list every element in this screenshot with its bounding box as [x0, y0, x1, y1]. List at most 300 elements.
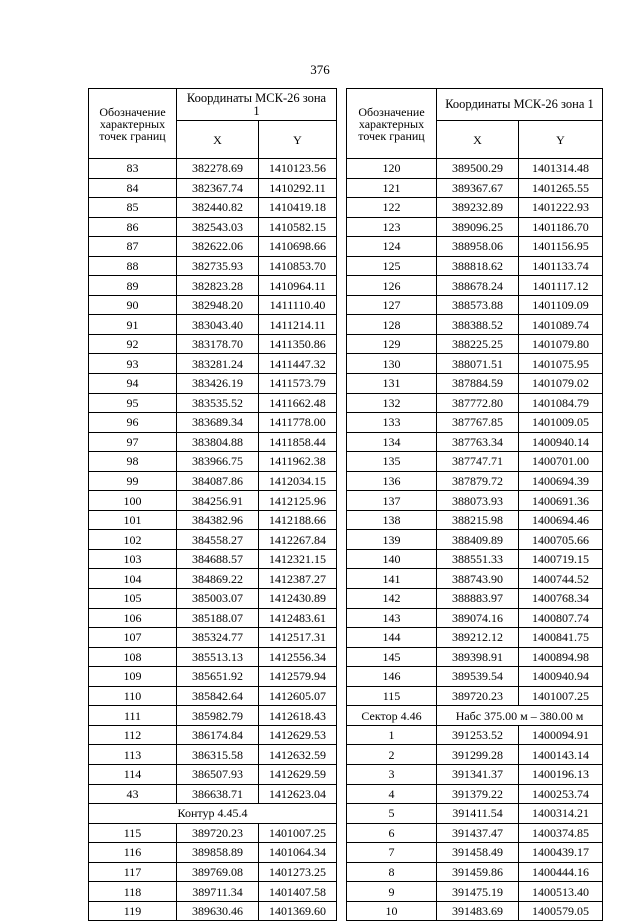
coordinate-system-header: Координаты МСК-26 зона 1 [177, 89, 337, 121]
table-row [347, 843, 603, 863]
x-coordinate-cell: 383043.40 [177, 315, 259, 335]
point-number-cell: 142 [347, 589, 437, 609]
y-coordinate-cell: 1412483.61 [259, 608, 337, 628]
x-coordinate-cell: 388958.06 [437, 237, 519, 257]
y-coordinate-cell: 1400513.40 [519, 882, 603, 902]
point-number-cell: 117 [89, 862, 177, 882]
y-coordinate-cell: 1411214.11 [259, 315, 337, 335]
y-coordinate-cell: 1411350.86 [259, 334, 337, 354]
x-coordinate-cell: 391459.86 [437, 862, 519, 882]
y-coordinate-cell: 1412623.04 [259, 784, 337, 804]
point-number-cell: 135 [347, 452, 437, 472]
x-coordinate-cell: 389367.67 [437, 178, 519, 198]
sector-row [347, 706, 603, 726]
point-number-cell: 144 [347, 628, 437, 648]
table-row [347, 569, 603, 589]
point-number-cell: 98 [89, 452, 177, 472]
point-number-cell: 83 [89, 159, 177, 179]
table-row [89, 315, 337, 335]
y-coordinate-cell: 1400691.36 [519, 491, 603, 511]
x-coordinate-cell: 389232.89 [437, 198, 519, 218]
point-number-cell: 140 [347, 549, 437, 569]
point-number-cell: 138 [347, 510, 437, 530]
point-number-cell: 132 [347, 393, 437, 413]
y-coordinate-cell: 1410964.11 [259, 276, 337, 296]
y-coordinate-cell: 1412618.43 [259, 706, 337, 726]
coordinate-system-header: Координаты МСК-26 зона 1 [437, 89, 603, 121]
y-coordinate-cell: 1412629.59 [259, 764, 337, 784]
table-row [89, 491, 337, 511]
y-coordinate-cell: 1401109.09 [519, 295, 603, 315]
x-coordinate-cell: 384558.27 [177, 530, 259, 550]
table-row [89, 159, 337, 179]
x-coordinate-cell: 383689.34 [177, 413, 259, 433]
point-number-cell: 143 [347, 608, 437, 628]
point-number-cell: 133 [347, 413, 437, 433]
y-coordinate-cell: 1412387.27 [259, 569, 337, 589]
x-coordinate-cell: 388409.89 [437, 530, 519, 550]
y-coordinate-cell: 1401089.74 [519, 315, 603, 335]
point-number-cell: 9 [347, 882, 437, 902]
x-coordinate-cell: 391379.22 [437, 784, 519, 804]
y-coordinate-cell: 1411962.38 [259, 452, 337, 472]
table-row [89, 706, 337, 726]
table-row [347, 334, 603, 354]
x-coordinate-cell: 389630.46 [177, 901, 259, 921]
y-coordinate-cell: 1400253.74 [519, 784, 603, 804]
x-coordinate-cell: 388388.52 [437, 315, 519, 335]
x-coordinate-cell: 389711.34 [177, 882, 259, 902]
x-coordinate-cell: 389500.29 [437, 159, 519, 179]
point-number-cell: 130 [347, 354, 437, 374]
point-number-cell: 131 [347, 374, 437, 394]
point-number-cell: 3 [347, 764, 437, 784]
table-row [347, 471, 603, 491]
point-number-cell: 115 [89, 823, 177, 843]
x-coordinate-cell: 384382.96 [177, 510, 259, 530]
x-coordinate-cell: 387767.85 [437, 413, 519, 433]
x-coordinate-cell: 389539.54 [437, 667, 519, 687]
table-row [89, 549, 337, 569]
point-number-cell: 8 [347, 862, 437, 882]
y-coordinate-cell: 1412556.34 [259, 647, 337, 667]
point-number-cell: 96 [89, 413, 177, 433]
table-row [347, 882, 603, 902]
table-row [347, 784, 603, 804]
y-coordinate-cell: 1411573.79 [259, 374, 337, 394]
point-number-cell: 114 [89, 764, 177, 784]
x-coordinate-cell: 385651.92 [177, 667, 259, 687]
table-row [347, 764, 603, 784]
x-coordinate-cell: 389720.23 [437, 686, 519, 706]
table-row [347, 862, 603, 882]
x-coordinate-cell: 388071.51 [437, 354, 519, 374]
table-row [347, 667, 603, 687]
y-coordinate-cell: 1400143.14 [519, 745, 603, 765]
x-coordinate-cell: 382543.03 [177, 217, 259, 237]
y-coordinate-cell: 1401369.60 [259, 901, 337, 921]
y-coordinate-cell: 1411110.40 [259, 295, 337, 315]
y-coordinate-cell: 1400744.52 [519, 569, 603, 589]
designation-header: Обозначение характерных точек границ [347, 89, 437, 159]
x-coordinate-cell: 389398.91 [437, 647, 519, 667]
table-row [89, 686, 337, 706]
point-number-cell: 105 [89, 589, 177, 609]
point-number-cell: 107 [89, 628, 177, 648]
y-coordinate-cell: 1400579.05 [519, 901, 603, 921]
coordinates-table-right [346, 88, 603, 921]
x-column-header: X [177, 121, 259, 159]
point-number-cell: 1 [347, 725, 437, 745]
y-coordinate-cell: 1411447.32 [259, 354, 337, 374]
table-row [89, 647, 337, 667]
y-coordinate-cell: 1412034.15 [259, 471, 337, 491]
point-number-cell: 86 [89, 217, 177, 237]
x-coordinate-cell: 383281.24 [177, 354, 259, 374]
table-row [347, 647, 603, 667]
y-coordinate-cell: 1412125.96 [259, 491, 337, 511]
table-row [347, 549, 603, 569]
table-row [347, 315, 603, 335]
y-coordinate-cell: 1410582.15 [259, 217, 337, 237]
x-coordinate-cell: 391483.69 [437, 901, 519, 921]
table-row [89, 237, 337, 257]
x-coordinate-cell: 387747.71 [437, 452, 519, 472]
y-coordinate-cell: 1401075.95 [519, 354, 603, 374]
y-column-header: Y [259, 121, 337, 159]
y-coordinate-cell: 1400439.17 [519, 843, 603, 863]
point-number-cell: 94 [89, 374, 177, 394]
y-coordinate-cell: 1400701.00 [519, 452, 603, 472]
y-column-header: Y [519, 121, 603, 159]
x-coordinate-cell: 386507.93 [177, 764, 259, 784]
x-coordinate-cell: 385188.07 [177, 608, 259, 628]
y-coordinate-cell: 1401314.48 [519, 159, 603, 179]
table-row [347, 628, 603, 648]
table-row [347, 530, 603, 550]
x-coordinate-cell: 385513.13 [177, 647, 259, 667]
y-coordinate-cell: 1401133.74 [519, 256, 603, 276]
x-coordinate-cell: 382735.93 [177, 256, 259, 276]
point-number-cell: 121 [347, 178, 437, 198]
y-coordinate-cell: 1401186.70 [519, 217, 603, 237]
table-row [347, 608, 603, 628]
point-number-cell: 125 [347, 256, 437, 276]
y-coordinate-cell: 1412321.15 [259, 549, 337, 569]
y-coordinate-cell: 1400196.13 [519, 764, 603, 784]
sector-label: Сектор 4.46 [347, 706, 437, 726]
y-coordinate-cell: 1400094.91 [519, 725, 603, 745]
table-row [89, 882, 337, 902]
table-row [89, 393, 337, 413]
x-coordinate-cell: 382622.06 [177, 237, 259, 257]
y-coordinate-cell: 1401273.25 [259, 862, 337, 882]
y-coordinate-cell: 1412188.66 [259, 510, 337, 530]
x-coordinate-cell: 391437.47 [437, 823, 519, 843]
y-coordinate-cell: 1412430.89 [259, 589, 337, 609]
table-row [89, 334, 337, 354]
x-coordinate-cell: 391411.54 [437, 804, 519, 824]
table-row [347, 452, 603, 472]
point-number-cell: 111 [89, 706, 177, 726]
x-coordinate-cell: 389074.16 [437, 608, 519, 628]
table-row [347, 276, 603, 296]
point-number-cell: 113 [89, 745, 177, 765]
point-number-cell: 104 [89, 569, 177, 589]
x-coordinate-cell: 387879.72 [437, 471, 519, 491]
designation-header: Обозначение характерных точек границ [89, 89, 177, 159]
table-row [347, 393, 603, 413]
contour-label: Контур 4.45.4 [89, 804, 337, 824]
point-number-cell: 116 [89, 843, 177, 863]
point-number-cell: 123 [347, 217, 437, 237]
point-number-cell: 2 [347, 745, 437, 765]
y-coordinate-cell: 1412629.53 [259, 725, 337, 745]
table-row [89, 256, 337, 276]
x-coordinate-cell: 385324.77 [177, 628, 259, 648]
y-coordinate-cell: 1411662.48 [259, 393, 337, 413]
point-number-cell: 7 [347, 843, 437, 863]
table-row [89, 530, 337, 550]
coordinates-table-left [88, 88, 337, 921]
table-row [347, 804, 603, 824]
table-row [347, 491, 603, 511]
table-row [89, 764, 337, 784]
point-number-cell: 124 [347, 237, 437, 257]
table-row [89, 295, 337, 315]
point-number-cell: 90 [89, 295, 177, 315]
x-coordinate-cell: 388551.33 [437, 549, 519, 569]
y-coordinate-cell: 1400374.85 [519, 823, 603, 843]
point-number-cell: 137 [347, 491, 437, 511]
x-coordinate-cell: 388215.98 [437, 510, 519, 530]
table-row [89, 608, 337, 628]
x-coordinate-cell: 385982.79 [177, 706, 259, 726]
y-coordinate-cell: 1401009.05 [519, 413, 603, 433]
point-number-cell: 92 [89, 334, 177, 354]
page-number: 376 [310, 62, 330, 77]
point-number-cell: 129 [347, 334, 437, 354]
table-row [89, 843, 337, 863]
y-coordinate-cell: 1400807.74 [519, 608, 603, 628]
table-row [347, 295, 603, 315]
x-coordinate-cell: 388678.24 [437, 276, 519, 296]
point-number-cell: 139 [347, 530, 437, 550]
table-row [347, 198, 603, 218]
table-row [89, 589, 337, 609]
y-coordinate-cell: 1401117.12 [519, 276, 603, 296]
y-coordinate-cell: 1411778.00 [259, 413, 337, 433]
point-number-cell: 102 [89, 530, 177, 550]
y-coordinate-cell: 1412267.84 [259, 530, 337, 550]
point-number-cell: 108 [89, 647, 177, 667]
table-row [347, 823, 603, 843]
point-number-cell: 103 [89, 549, 177, 569]
table-row [89, 452, 337, 472]
x-coordinate-cell: 389096.25 [437, 217, 519, 237]
point-number-cell: 93 [89, 354, 177, 374]
y-coordinate-cell: 1401007.25 [259, 823, 337, 843]
x-coordinate-cell: 382823.28 [177, 276, 259, 296]
sector-height-range: Набс 375.00 м – 380.00 м [437, 706, 603, 726]
x-coordinate-cell: 384869.22 [177, 569, 259, 589]
x-coordinate-cell: 388225.25 [437, 334, 519, 354]
point-number-cell: 126 [347, 276, 437, 296]
table-row [89, 862, 337, 882]
table-row [347, 686, 603, 706]
table-row [89, 276, 337, 296]
table-row [347, 354, 603, 374]
table-row [347, 237, 603, 257]
table-row [89, 374, 337, 394]
table-row [347, 256, 603, 276]
point-number-cell: 6 [347, 823, 437, 843]
point-number-cell: 10 [347, 901, 437, 921]
table-row [347, 432, 603, 452]
y-coordinate-cell: 1410123.56 [259, 159, 337, 179]
x-coordinate-cell: 383178.70 [177, 334, 259, 354]
table-row [89, 823, 337, 843]
y-coordinate-cell: 1401407.58 [259, 882, 337, 902]
table-row [347, 589, 603, 609]
x-coordinate-cell: 383535.52 [177, 393, 259, 413]
point-number-cell: 106 [89, 608, 177, 628]
point-number-cell: 110 [89, 686, 177, 706]
table-row [347, 374, 603, 394]
point-number-cell: 136 [347, 471, 437, 491]
point-number-cell: 128 [347, 315, 437, 335]
x-coordinate-cell: 389769.08 [177, 862, 259, 882]
x-coordinate-cell: 391253.52 [437, 725, 519, 745]
point-number-cell: 127 [347, 295, 437, 315]
x-coordinate-cell: 388883.97 [437, 589, 519, 609]
table-row [347, 413, 603, 433]
y-coordinate-cell: 1401222.93 [519, 198, 603, 218]
x-coordinate-cell: 382367.74 [177, 178, 259, 198]
point-number-cell: 101 [89, 510, 177, 530]
point-number-cell: 99 [89, 471, 177, 491]
table-row [89, 725, 337, 745]
point-number-cell: 4 [347, 784, 437, 804]
point-number-cell: 118 [89, 882, 177, 902]
point-number-cell: 87 [89, 237, 177, 257]
table-row [89, 217, 337, 237]
y-coordinate-cell: 1400719.15 [519, 549, 603, 569]
contour-row [89, 804, 337, 824]
y-coordinate-cell: 1400444.16 [519, 862, 603, 882]
y-coordinate-cell: 1401156.95 [519, 237, 603, 257]
y-coordinate-cell: 1410292.11 [259, 178, 337, 198]
x-coordinate-cell: 391458.49 [437, 843, 519, 863]
point-number-cell: 100 [89, 491, 177, 511]
table-row [347, 178, 603, 198]
y-coordinate-cell: 1401084.79 [519, 393, 603, 413]
x-coordinate-cell: 391341.37 [437, 764, 519, 784]
x-coordinate-cell: 387772.80 [437, 393, 519, 413]
left-table-body [89, 159, 337, 921]
table-row [89, 354, 337, 374]
y-coordinate-cell: 1410853.70 [259, 256, 337, 276]
x-coordinate-cell: 391475.19 [437, 882, 519, 902]
y-coordinate-cell: 1411858.44 [259, 432, 337, 452]
point-number-cell: 115 [347, 686, 437, 706]
y-coordinate-cell: 1412632.59 [259, 745, 337, 765]
point-number-cell: 145 [347, 647, 437, 667]
y-coordinate-cell: 1400894.98 [519, 647, 603, 667]
y-coordinate-cell: 1400694.46 [519, 510, 603, 530]
x-coordinate-cell: 386174.84 [177, 725, 259, 745]
table-row [89, 745, 337, 765]
x-coordinate-cell: 388818.62 [437, 256, 519, 276]
y-coordinate-cell: 1400694.39 [519, 471, 603, 491]
table-row [89, 569, 337, 589]
x-coordinate-cell: 386315.58 [177, 745, 259, 765]
x-coordinate-cell: 382948.20 [177, 295, 259, 315]
y-coordinate-cell: 1412579.94 [259, 667, 337, 687]
y-coordinate-cell: 1400314.21 [519, 804, 603, 824]
x-coordinate-cell: 384256.91 [177, 491, 259, 511]
point-number-cell: 122 [347, 198, 437, 218]
x-coordinate-cell: 383804.88 [177, 432, 259, 452]
x-coordinate-cell: 389858.89 [177, 843, 259, 863]
table-row [347, 510, 603, 530]
y-coordinate-cell: 1401079.02 [519, 374, 603, 394]
x-coordinate-cell: 388073.93 [437, 491, 519, 511]
point-number-cell: 134 [347, 432, 437, 452]
table-row [89, 432, 337, 452]
y-coordinate-cell: 1401079.80 [519, 334, 603, 354]
x-coordinate-cell: 391299.28 [437, 745, 519, 765]
y-coordinate-cell: 1400940.14 [519, 432, 603, 452]
x-column-header: X [437, 121, 519, 159]
point-number-cell: 91 [89, 315, 177, 335]
y-coordinate-cell: 1410419.18 [259, 198, 337, 218]
right-table-body [347, 159, 603, 921]
y-coordinate-cell: 1401064.34 [259, 843, 337, 863]
point-number-cell: 120 [347, 159, 437, 179]
y-coordinate-cell: 1401265.55 [519, 178, 603, 198]
table-row [89, 413, 337, 433]
x-coordinate-cell: 388743.90 [437, 569, 519, 589]
table-row [347, 217, 603, 237]
table-row [347, 745, 603, 765]
x-coordinate-cell: 387884.59 [437, 374, 519, 394]
table-row [89, 178, 337, 198]
y-coordinate-cell: 1400768.34 [519, 589, 603, 609]
point-number-cell: 109 [89, 667, 177, 687]
table-row [347, 725, 603, 745]
point-number-cell: 5 [347, 804, 437, 824]
x-coordinate-cell: 389720.23 [177, 823, 259, 843]
x-coordinate-cell: 385842.64 [177, 686, 259, 706]
y-coordinate-cell: 1412517.31 [259, 628, 337, 648]
point-number-cell: 146 [347, 667, 437, 687]
x-coordinate-cell: 388573.88 [437, 295, 519, 315]
table-row [347, 159, 603, 179]
x-coordinate-cell: 382440.82 [177, 198, 259, 218]
table-row [89, 510, 337, 530]
y-coordinate-cell: 1400705.66 [519, 530, 603, 550]
x-coordinate-cell: 385003.07 [177, 589, 259, 609]
point-number-cell: 112 [89, 725, 177, 745]
table-row [347, 901, 603, 921]
y-coordinate-cell: 1400841.75 [519, 628, 603, 648]
table-row [89, 667, 337, 687]
x-coordinate-cell: 383966.75 [177, 452, 259, 472]
x-coordinate-cell: 384688.57 [177, 549, 259, 569]
y-coordinate-cell: 1412605.07 [259, 686, 337, 706]
point-number-cell: 84 [89, 178, 177, 198]
